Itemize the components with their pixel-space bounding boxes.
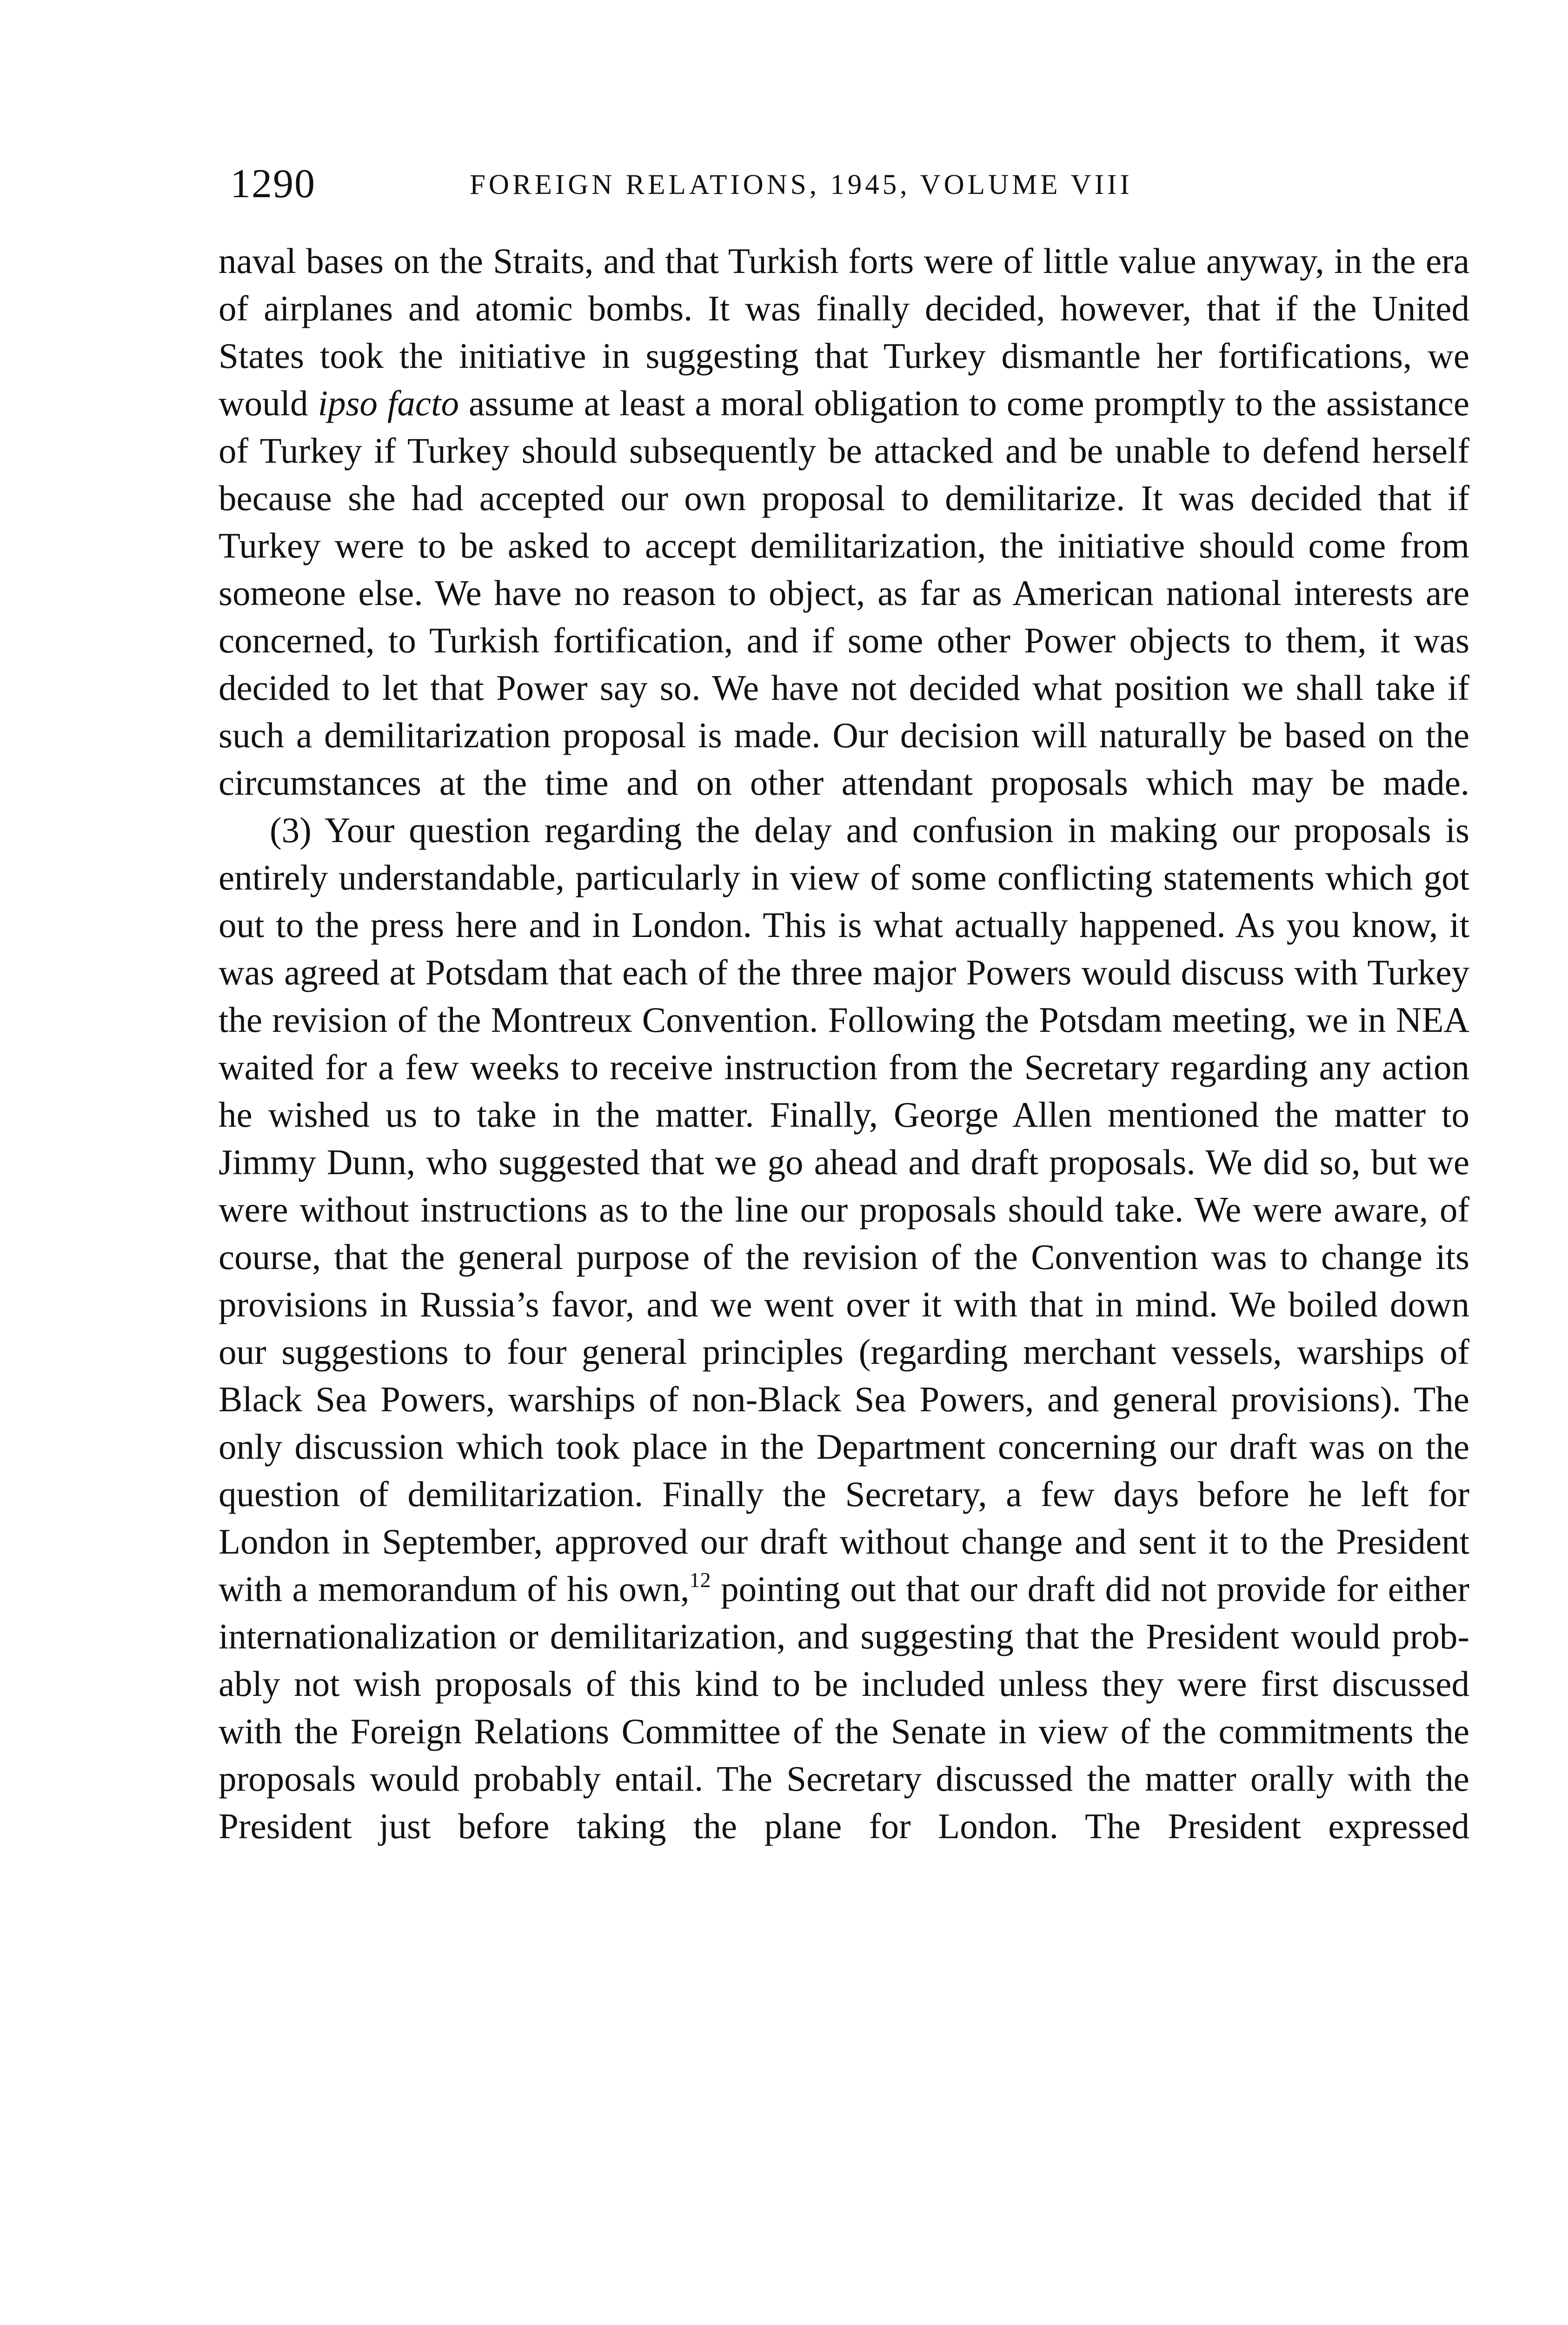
italic-phrase: ipso facto xyxy=(318,383,459,423)
running-title: FOREIGN RELATIONS, 1945, VOLUME VIII xyxy=(470,169,1133,200)
paragraph-text: naval bases on the Straits, and that Turkish forts were of little value anyway, in the era of airplanes and atomic bombs. It was finally decided, however, that if the United States took the initiative in suggesting that Turkey dismantle her fortifications, we would xyxy=(219,241,1469,423)
paragraph-text: (3) Your question regarding the delay and confusion in making our proposals is entirely understandable, particularly in view of some conflicting statements which got out to the press here and in London. This is what actually happened. As you know, it was agreed at Potsdam that each of the three major Powers would discuss with Turkey the revision of the Montreux Convention. Following the Potsdam meeting, we in NEA waited for a few weeks to receive instruction from the Secretary regarding any action he wished us to take in the matter. Finally, George Allen mentioned the matter to Jimmy Dunn, who suggested that we go ahead and draft proposals. We did so, but we were without instructions as to the line our proposals should take. We were aware, of course, that the general purpose of the revision of the Convention was to change its provisions in Russia’s favor, and we went over it with that in mind. We boiled down our suggestions to four general principles (regarding merchant vessels, warships of Black Sea Powers, warships of non-Black Sea Powers, and general provisions). The only discussion which took place in the Department concerning our draft was on the question of demilitarization. Finally the Secretary, a few days before he left for London in September, approved our draft without change and sent it to the President with a memorandum of his own, xyxy=(219,810,1469,1609)
paragraph-continuation xyxy=(219,237,1469,806)
body-text xyxy=(219,237,1469,1850)
paragraph-text: assume at least a moral obligation to come promptly to the assistance of Turkey if Turkey should subsequently be attacked and be unable to defend herself because she had accepted our own proposal to demilitarize. It was decided that if Turkey were to be asked to accept demilitarization, the initiative should come from someone else. We have no reason to object, as far as American national interests are concerned, to Turkish fortification, and if some other Power objects to them, it was decided to let that Power say so. We have not decided what position we shall take if such a demilitarization proposal is made. Our decision will naturally be based on the circumstances at the time and on other attendant proposals which may be made. xyxy=(219,383,1470,803)
page-number: 1290 xyxy=(230,161,316,206)
paragraph-text: pointing out that our draft did not provide for either internationalization or demilitarization, and suggesting that the President would probably not wish proposals of this kind to be included unless they were first discussed with the Foreign Relations Committee of the Senate in view of the commitments the proposals would probably entail. The Secretary discussed the matter orally with the President just before taking the plane for London. The President expressed xyxy=(219,1569,1470,1846)
running-head xyxy=(230,160,1476,212)
paragraph-item-3 xyxy=(219,806,1469,1850)
footnote-reference: 12 xyxy=(689,1568,711,1592)
